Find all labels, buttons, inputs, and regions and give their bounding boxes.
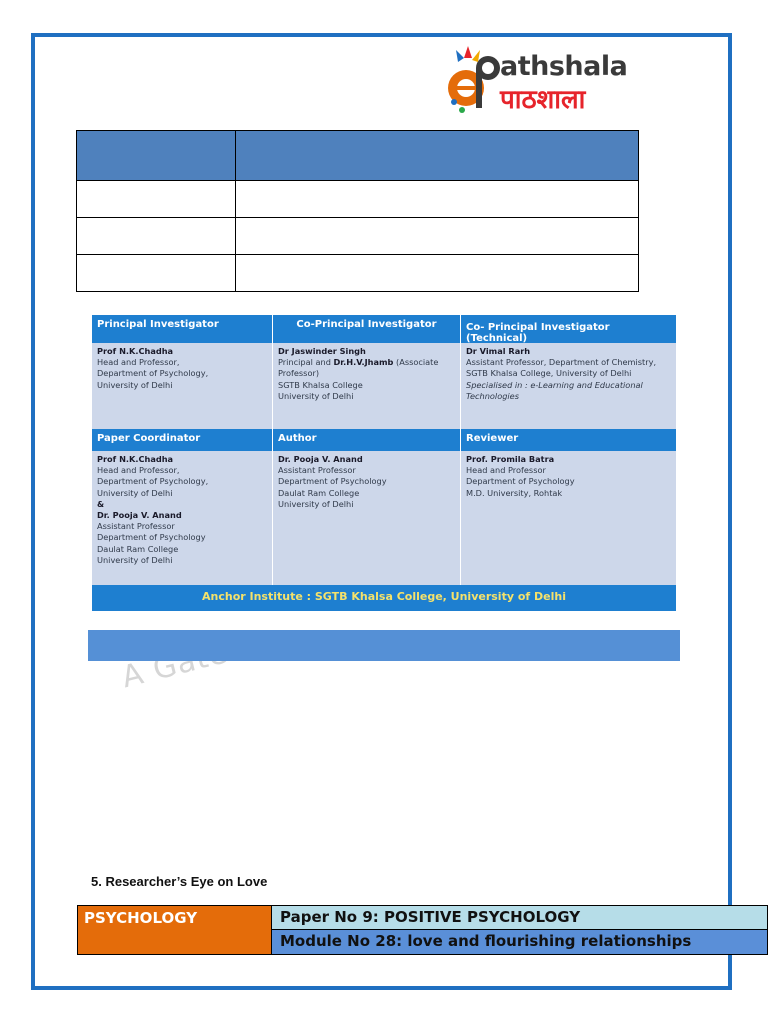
author-line: Assistant Professor [278,465,356,476]
footer-module: Module No 28: love and flourishing relationships [272,930,768,955]
credits-body-row-1 [92,343,676,429]
details-table-header [77,131,639,181]
reviewer-line: Head and Professor [466,465,546,476]
epathshala-emblem-icon [444,44,504,114]
reviewer-line: M.D. University, Rohtak [466,487,563,498]
coord-line: Daulat Ram College [97,543,179,554]
coord-ampersand: & [97,498,105,509]
header-co-principal-investigator: Co-Principal Investigator [273,315,461,343]
coord-name-2: Dr. Pooja V. Anand [97,510,182,521]
principal-investigator-info [92,343,273,429]
anchor-institute-banner: Anchor Institute : SGTB Khalsa College, University of Delhi [92,585,676,611]
copi-tech-spec: e-Learning and Educational [530,379,643,390]
author-line: University of Delhi [278,498,354,509]
header-paper-coordinator: Paper Coordinator [92,429,273,451]
copi-prefix: Principal and [278,357,334,368]
epathshala-logo [444,44,684,114]
credits-header-row-1 [92,315,676,343]
pi-line: Department of Psychology, [97,368,209,379]
details-table-row [77,255,639,292]
reviewer-name: Prof. Promila Batra [466,454,555,464]
author-line: Daulat Ram College [278,487,360,498]
copi-line: University of Delhi [278,390,354,401]
details-table-row [77,218,639,255]
co-pi-technical-info [461,343,676,429]
author-info [273,451,461,585]
coord-line: Department of Psychology, [97,476,209,487]
header-reviewer: Reviewer [466,433,519,444]
copi-suffix: (Associate [393,357,439,368]
blue-divider-bar [88,630,680,661]
details-table [76,130,639,292]
credits-panel [92,315,676,611]
coord-line: Assistant Professor [97,521,175,532]
footer-table [77,905,768,955]
coord-name: Prof N.K.Chadha [97,454,174,464]
logo-english-text: athshala [500,51,628,82]
header-author: Author [273,429,461,451]
coord-line: Head and Professor, [97,465,180,476]
reviewer-line: Department of Psychology [466,476,575,487]
copi-tech-spec: Technologies [466,390,519,401]
copi-tech-line: SGTB Khalsa College, University of Delhi [466,368,632,379]
author-name: Dr. Pooja V. Anand [278,454,363,464]
footer-paper: Paper No 9: POSITIVE PSYCHOLOGY [272,905,768,930]
header-principal-investigator: Principal Investigator [92,315,273,343]
section-title: 5. Researcher’s Eye on Love [91,874,268,889]
coord-line: University of Delhi [97,554,173,565]
copi-line: SGTB Khalsa College [278,379,363,390]
credits-header-row-2 [92,429,676,451]
pi-line: University of Delhi [97,379,173,390]
logo-hindi-text: पाठशाला [500,85,586,115]
copi-tech-name: Dr Vimal Rarh [466,346,531,356]
copi-tech-line: Assistant Professor, Department of Chemistry, [466,357,657,368]
pi-name: Prof N.K.Chadha [97,346,174,356]
co-principal-investigator-info [273,343,461,429]
header-co-pi-technical: Co- Principal Investigator (Technical) [466,322,610,344]
credits-body-row-2 [92,451,676,585]
author-line: Department of Psychology [278,476,387,487]
pi-line: Head and Professor, [97,357,180,368]
coord-line: Department of Psychology [97,532,206,543]
reviewer-info [461,451,676,585]
details-table-row [77,181,639,218]
paper-coordinator-info [92,451,273,585]
footer-subject: PSYCHOLOGY [77,905,272,955]
copi-tech-spec-label: Specialised in : [466,379,531,390]
copi-second-name: Dr.H.V.Jhamb [333,357,394,368]
copi-name: Dr Jaswinder Singh [278,346,366,356]
coord-line: University of Delhi [97,487,173,498]
copi-line: Professor) [278,368,320,379]
